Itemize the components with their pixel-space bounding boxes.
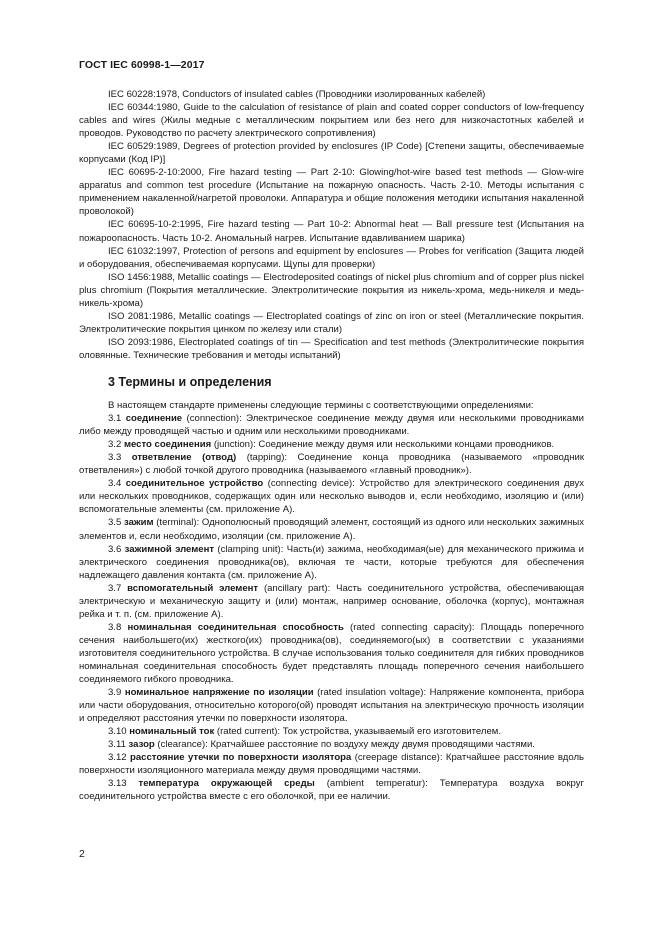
term-name: соединение	[125, 413, 183, 425]
term-number: 3.13	[108, 778, 127, 790]
term-definition	[79, 582, 584, 621]
term-definition	[79, 621, 584, 686]
term-text: (junction): Соединение между двумя или несколькими концами проводников.	[211, 439, 555, 451]
reference-item: ISO 2093:1986, Electroplated coatings of tin — Specification and test methods (Электролитические покрытия оловянные. Технические требования и методы испытаний)	[79, 336, 584, 361]
term-number: 3.12	[108, 752, 127, 764]
term-number: 3.5	[108, 517, 122, 529]
term-text: (tapping): Соединение конца проводника (называемого «проводник ответвления») с любой точкой другого проводника (называемого «главный проводник»).	[79, 452, 584, 477]
reference-item: ISO 2081:1986, Metallic coatings — Electroplated coatings of zinc on iron or steel (Металлические покрытия. Электролитические покрытия цинком по железу или стали)	[79, 310, 584, 335]
term-text: (clearance): Кратчайшее расстояние по воздуху между двумя проводящими частями.	[154, 739, 535, 751]
term-number: 3.1	[108, 413, 122, 425]
term-text: (rated insulation voltage): Напряжение компонента, прибора или части оборудования, относительно которого(ой) проводят испытания на электрическую прочность изоляции и определяют расстояния утечки по поверхности изолятора.	[79, 687, 584, 725]
term-name: ответвление (отвод)	[131, 452, 237, 464]
term-name: температура окружающей среды	[138, 778, 315, 790]
term-definition	[79, 686, 584, 725]
term-text: (terminal): Однополюсный проводящий элемент, состоящий из одного или нескольких зажимных элементов и, если необходимо, изоляции (см. приложение А).	[79, 517, 584, 542]
term-number: 3.2	[108, 439, 122, 451]
reference-item: IEC 60529:1989, Degrees of protection provided by enclosures (IP Code) [Степени защиты, обеспечиваемые корпусами (Код IP)]	[79, 141, 584, 166]
term-definition	[79, 438, 584, 451]
term-name: номинальное напряжение по изоляции	[124, 687, 314, 699]
standard-header: ГОСТ IEC 60998-1—2017	[79, 59, 205, 71]
term-definition	[79, 451, 584, 477]
term-name: номинальный ток	[129, 726, 215, 738]
reference-item: IEC 60228:1978, Conductors of insulated cables (Проводники изолированных кабелей)	[108, 89, 486, 100]
page-number: 2	[79, 848, 85, 860]
term-text: (ambient temperatur): Температура воздуха вокруг соединительного устройства вместе с его оболочкой, при ее наличии.	[79, 778, 585, 803]
term-definition	[79, 516, 584, 542]
term-text: (connection): Электрическое соединение между двумя или несколькими проводниками либо между проводящей частью и одним или несколькими проводниками.	[79, 413, 585, 438]
term-number: 3.6	[108, 543, 122, 555]
term-number: 3.4	[108, 478, 122, 490]
term-number: 3.3	[108, 452, 122, 464]
term-name: расстояние утечки по поверхности изолятора	[130, 752, 352, 764]
term-name: место соединения	[123, 439, 212, 451]
term-number: 3.10	[108, 726, 127, 738]
term-definition	[79, 543, 584, 582]
term-definition	[79, 751, 584, 777]
normative-references	[79, 88, 584, 362]
terms-list	[79, 399, 584, 803]
reference-item: IEC 60695-2-10:2000, Fire hazard testing — Part 2-10: Glowing/hot-wire based test methods — Glow-wire apparatus and common test procedure (Испытание на пожарную опасность. Часть 2-10. Методы испытания с применением накаленной/нагретой проволоки. Аппаратура и общие положения методики испытания накаленной проволокой)	[79, 167, 584, 218]
term-definition	[79, 412, 584, 438]
term-name: соединительное устройство	[125, 478, 264, 490]
term-number: 3.11	[108, 739, 126, 751]
term-name: зажимной элемент	[124, 543, 215, 555]
term-name: зажим	[123, 517, 154, 529]
term-definition	[79, 777, 584, 803]
reference-item: IEC 61032:1997, Protection of persons and equipment by enclosures — Probes for verification (Защита людей и оборудования, обеспечиваемая корпусами. Щупы для проверки)	[79, 245, 584, 270]
term-text: (clamping unit): Часть(и) зажима, необходимая(ые) для механического прижима и электрического соединения проводника(ов), включая те части, которые требуются для обеспечения надлежащего давления контакта (см. приложение А).	[79, 543, 585, 581]
reference-item: ISO 1456:1988, Metallic coatings — Electrodeposited coatings of nickel plus chromium and of copper plus nickel plus chromium (Покрытия металлические. Электролитические покрытия из никель-хрома, медь-никеля и медь-никель-хрома)	[79, 271, 584, 309]
term-text: (ancillary part): Часть соединительного устройства, обеспечивающая электрическую и механическую защиту и (или) монтаж, например основание, оболочка (корпус), монтажная рейка и т. п. (см. приложение А).	[79, 582, 584, 620]
term-text: (rated current): Ток устройства, указываемый его изготовителем.	[214, 726, 501, 738]
term-name: номинальная соединительная способность	[127, 621, 344, 633]
term-definition	[79, 725, 584, 738]
term-text: (rated connecting capacity): Площадь поперечного сечения наибольшего(их) жесткого(их) проводника(ов), соединяемого(ых) в соответствии с указаниями изготовителя соединительного устройства. В случае использования только соединителя для гибких проводников номинальная соединительная способность будет представлять площадь поперечного сечения наибольшего соединяемого гибкого проводника.	[79, 621, 584, 686]
term-text: (connecting device): Устройство для электрического соединения двух или нескольких проводников, содержащих один или несколько выводов и, если необходимо, изоляцию и (или) вспомогательные элементы (см. приложение А).	[79, 478, 584, 516]
term-number: 3.9	[108, 687, 122, 699]
reference-item: IEC 60344:1980, Guide to the calculation of resistance of plain and coated copper conductors of low-frequency cables and wires (Жилы медные с металлическим покрытием или без него для низкочастотных кабелей и проводов. Руководство по расчету электрического сопротивления)	[79, 102, 584, 140]
term-number: 3.8	[108, 621, 122, 633]
section-intro: В настоящем стандарте применены следующие термины с соответствующими определениями:	[108, 400, 534, 412]
term-definition	[79, 477, 584, 516]
term-number: 3.7	[108, 582, 122, 594]
term-text: (creepage distance): Кратчайшее расстояние вдоль поверхности изоляционного материала между двумя проводящими частями.	[79, 752, 584, 777]
section-title: 3 Термины и определения	[108, 374, 272, 389]
term-definition	[79, 738, 584, 751]
reference-item: IEC 60695-10-2:1995, Fire hazard testing — Part 10-2: Abnormal heat — Ball pressure test (Испытания на пожароопасность. Часть 10-2. Аномальный нагрев. Испытание вдавливанием шарика)	[79, 219, 584, 244]
document-body	[79, 88, 584, 803]
term-name: зазор	[128, 739, 155, 751]
term-name: вспомогательный элемент	[127, 582, 259, 594]
